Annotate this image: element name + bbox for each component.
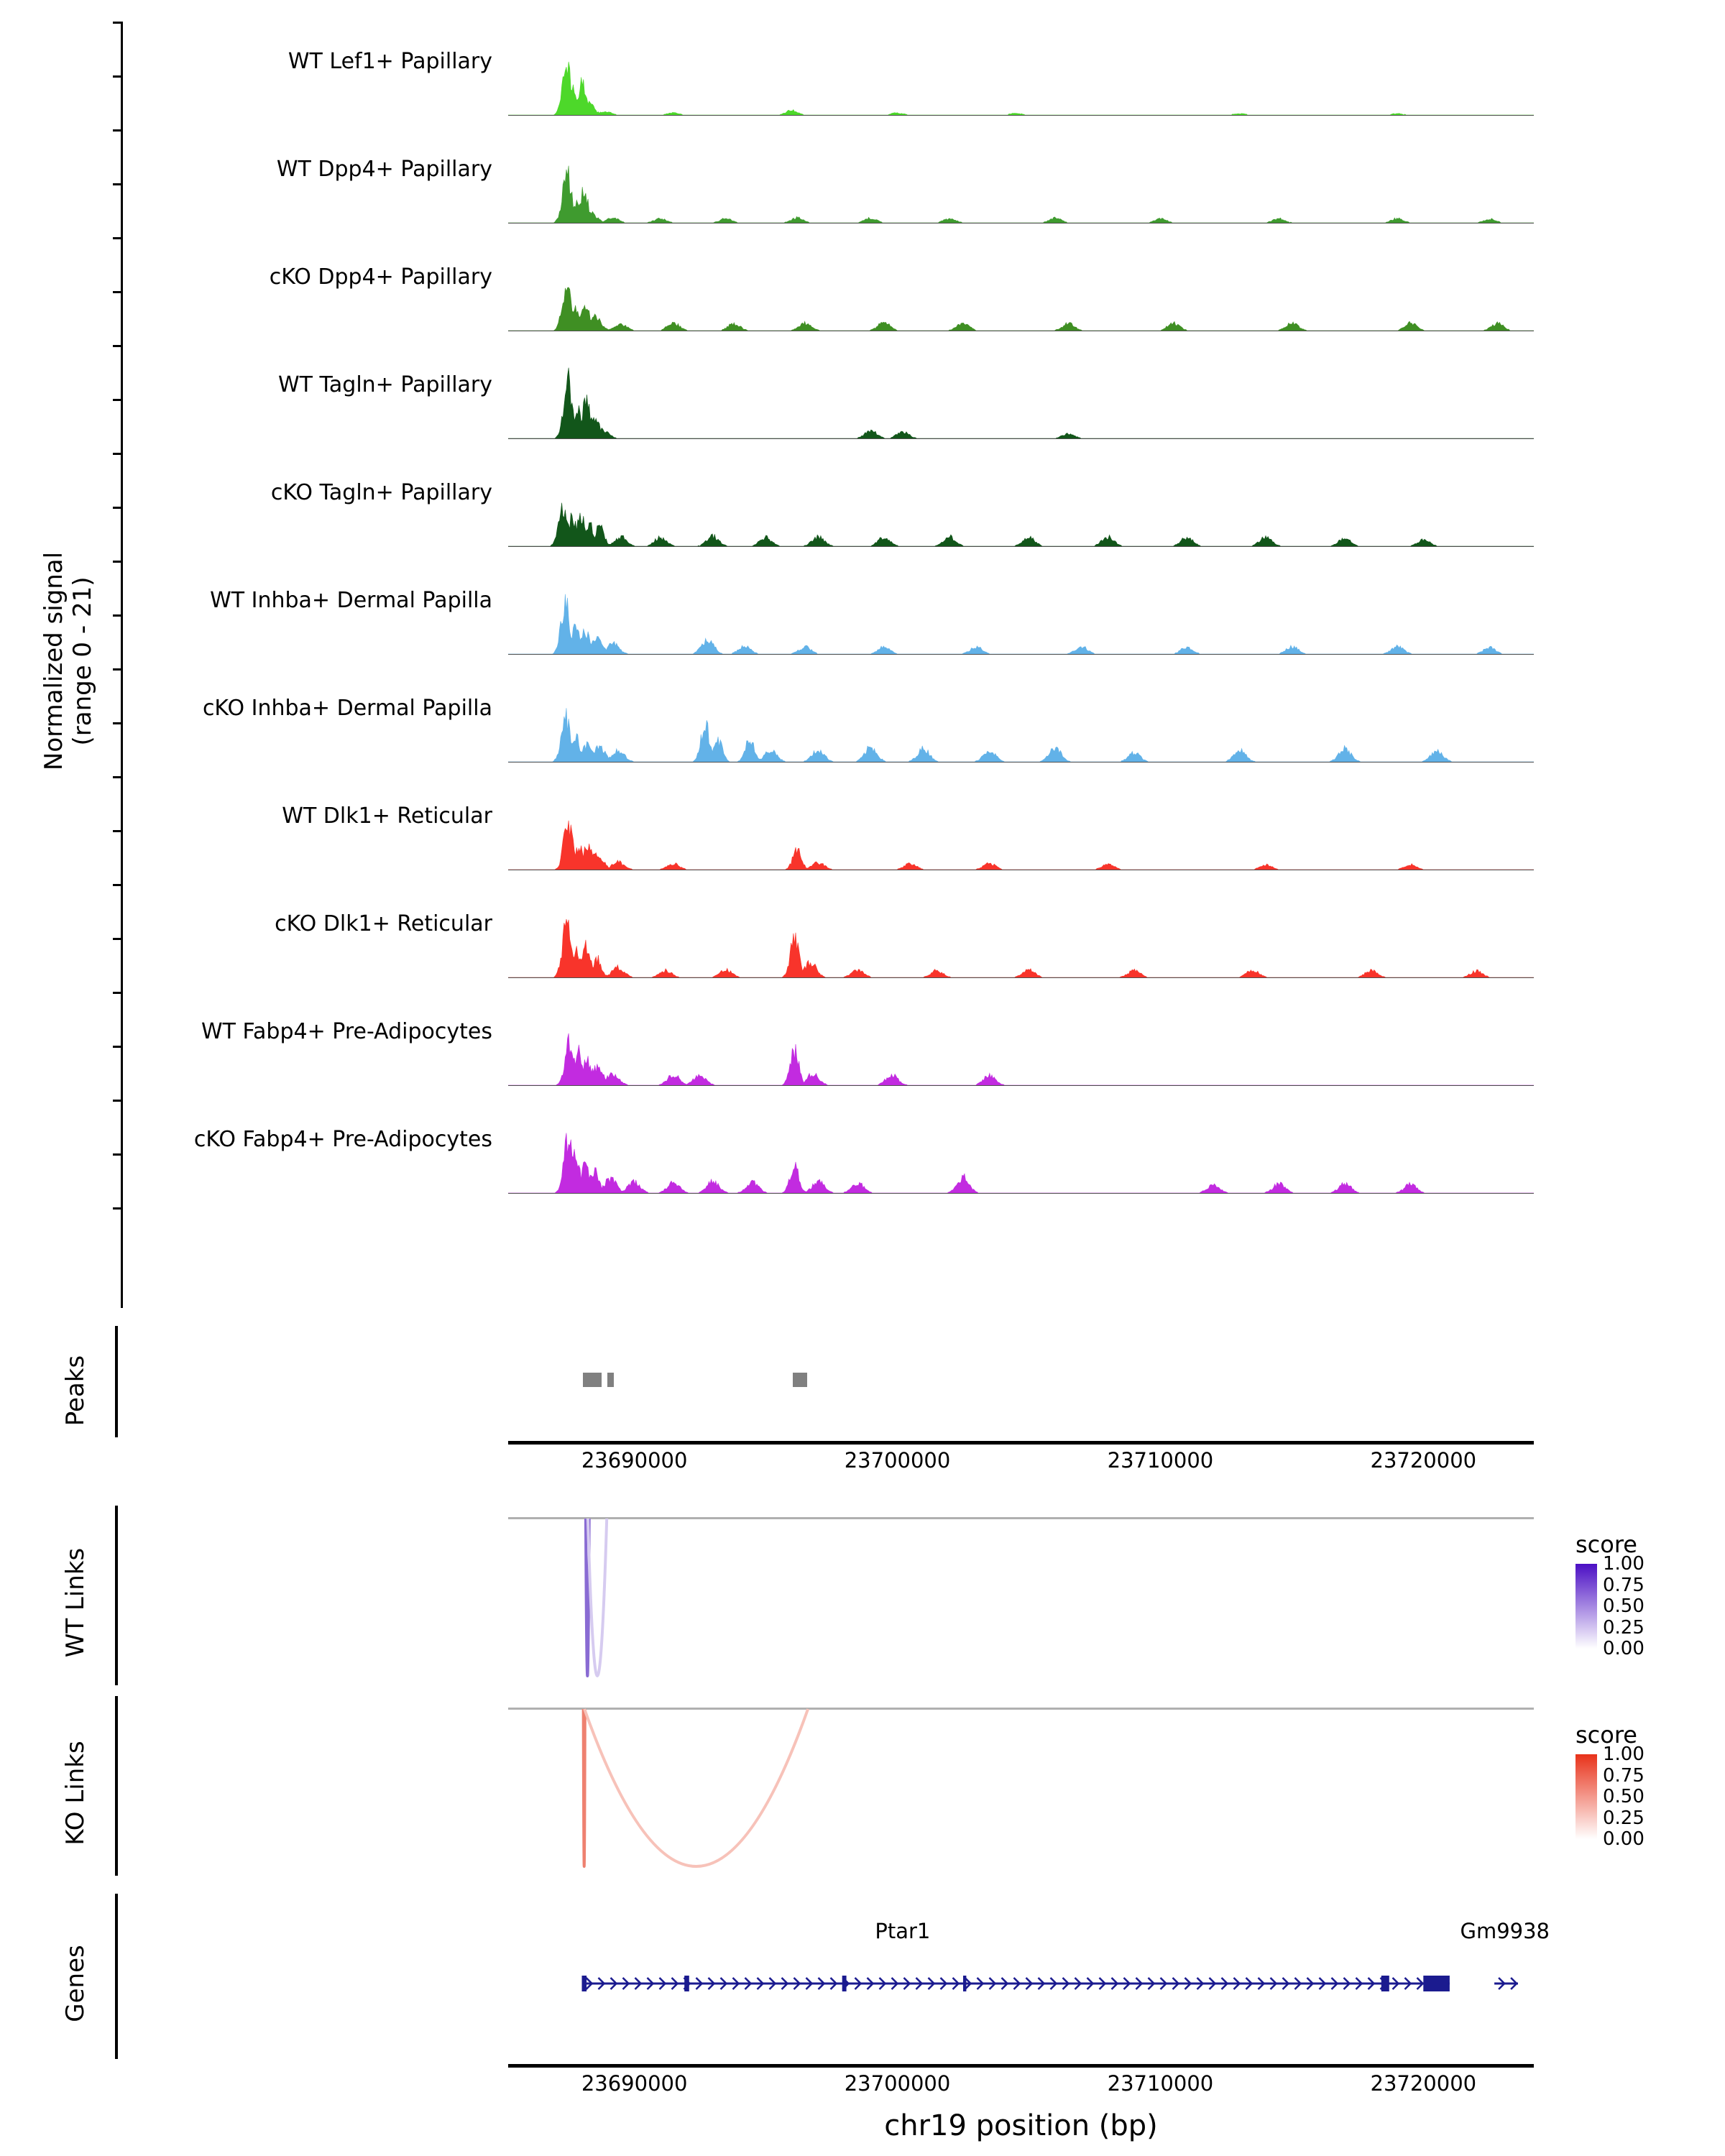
legend-tick-label: 0.25 [1603,1807,1644,1829]
coverage-track-plot [508,561,1534,668]
coverage-track-baseline [508,223,1534,224]
coverage-track-row [0,1100,1725,1207]
coverage-track-plot [508,668,1534,776]
coverage-track-plot [508,992,1534,1100]
coverage-track-plot [508,453,1534,561]
coverage-track-plot [508,345,1534,453]
x-axis-label: chr19 position (bp) [884,2109,1158,2142]
genome-axis-tick-label: 23700000 [844,1448,951,1473]
coverage-track-plot [508,237,1534,345]
genes-track [0,1894,1725,2081]
peaks-track-label: Peaks [61,1355,90,1427]
coverage-track-plot [508,776,1534,884]
wt-score-legend-title: score [1576,1531,1637,1558]
peak-region [793,1373,806,1387]
coverage-track-row [0,561,1725,668]
wt-links-plot [508,1517,1534,1685]
coverage-track-label: cKO Tagln+ Papillary [270,480,492,505]
genome-axis-top [508,1441,1534,1474]
legend-tick-label: 0.00 [1603,1828,1644,1850]
genes-plot [508,1962,1534,2005]
wt-score-legend-ticks [1603,1553,1675,1659]
genome-axis-tick-label: 23710000 [1107,1448,1214,1473]
coverage-track-label: WT Dpp4+ Papillary [276,157,492,182]
y-axis-label-line2: (range 0 - 21) [68,576,97,746]
legend-tick-label: 0.75 [1603,1574,1644,1596]
wt-links-track [0,1506,1725,1685]
coverage-track-baseline [508,654,1534,655]
genome-axis-top-line [508,1441,1534,1445]
genome-axis-tick-label: 23720000 [1370,1448,1477,1473]
coverage-track-label: WT Lef1+ Papillary [288,49,492,74]
coverage-track-row [0,992,1725,1100]
coverage-track-label: cKO Inhba+ Dermal Papilla [202,696,492,721]
coverage-track-row [0,776,1725,884]
coverage-track-row [0,22,1725,129]
coverage-track-plot [508,1100,1534,1207]
coverage-track-row [0,345,1725,453]
coverage-track-label: cKO Dlk1+ Reticular [275,911,492,936]
coverage-track-row [0,884,1725,992]
coverage-track-baseline [508,977,1534,978]
legend-tick-label: 0.00 [1603,1638,1644,1659]
coverage-track-row [0,453,1725,561]
genome-axis-tick-label: 23690000 [581,1448,688,1473]
coverage-track-baseline [508,546,1534,547]
genome-axis-tick-label: 23690000 [581,2071,688,2096]
peak-region [583,1373,602,1387]
gene-name-label: Ptar1 [875,1919,931,1943]
ko-score-legend-title: score [1576,1721,1637,1749]
coverage-track-label: WT Inhba+ Dermal Papilla [210,588,492,613]
coverage-track-baseline [508,762,1534,763]
legend-tick-label: 0.50 [1603,1595,1644,1617]
genome-axis-tick-label: 23710000 [1107,2071,1214,2096]
coverage-track-label: WT Tagln+ Papillary [278,372,492,397]
coverage-track-label: WT Fabp4+ Pre-Adipocytes [201,1019,492,1044]
coverage-track-plot [508,884,1534,992]
coverage-track-label: cKO Dpp4+ Papillary [269,264,492,290]
genome-axis-bottom-line [508,2064,1534,2068]
gene-name-labels [508,1919,1550,1955]
legend-tick-label: 0.50 [1603,1786,1644,1807]
peak-region [607,1373,614,1387]
ko-links-spine [115,1696,118,1876]
coverage-track-plot [508,129,1534,237]
coverage-track-label: WT Dlk1+ Reticular [282,803,492,829]
coverage-track-baseline [508,1085,1534,1086]
genes-track-label: Genes [61,1945,90,2022]
coverage-track-row [0,237,1725,345]
legend-tick-label: 0.75 [1603,1764,1644,1787]
ko-score-legend-ticks [1603,1743,1675,1850]
genome-axis-tick-label: 23720000 [1370,2071,1477,2096]
genes-spine [115,1894,118,2059]
wt-links-track-label: WT Links [61,1547,90,1658]
coverage-track-label: cKO Fabp4+ Pre-Adipocytes [193,1127,492,1152]
coverage-track-plot [508,22,1534,129]
ko-links-track-label: KO Links [61,1741,90,1846]
legend-tick-label: 0.25 [1603,1616,1644,1639]
coverage-track-row [0,129,1725,237]
legend-tick-label: 1.00 [1603,1553,1644,1575]
gene-name-label: Gm9938 [1460,1919,1550,1943]
coverage-track-baseline [508,115,1534,116]
coverage-track-baseline [508,1193,1534,1194]
ko-links-track [0,1696,1725,1876]
y-axis-label-line1: Normalized signal [40,551,68,771]
peaks-spine [115,1326,118,1437]
coverage-track-baseline [508,438,1534,439]
genome-axis-bottom [508,2064,1534,2097]
peaks-track [0,1326,1725,1437]
wt-links-spine [115,1506,118,1685]
genome-axis-tick-label: 23700000 [844,2071,951,2096]
ko-score-legend [1576,1721,1675,1850]
legend-tick-label: 1.00 [1603,1743,1644,1765]
wt-score-legend [1576,1531,1675,1659]
coverage-track-row [0,668,1725,776]
peaks-plot [508,1326,1534,1437]
coverage-tracks [0,22,1725,1308]
ko-score-legend-gradient [1576,1754,1597,1839]
wt-score-legend-gradient [1576,1564,1597,1649]
ko-links-plot [508,1708,1534,1876]
